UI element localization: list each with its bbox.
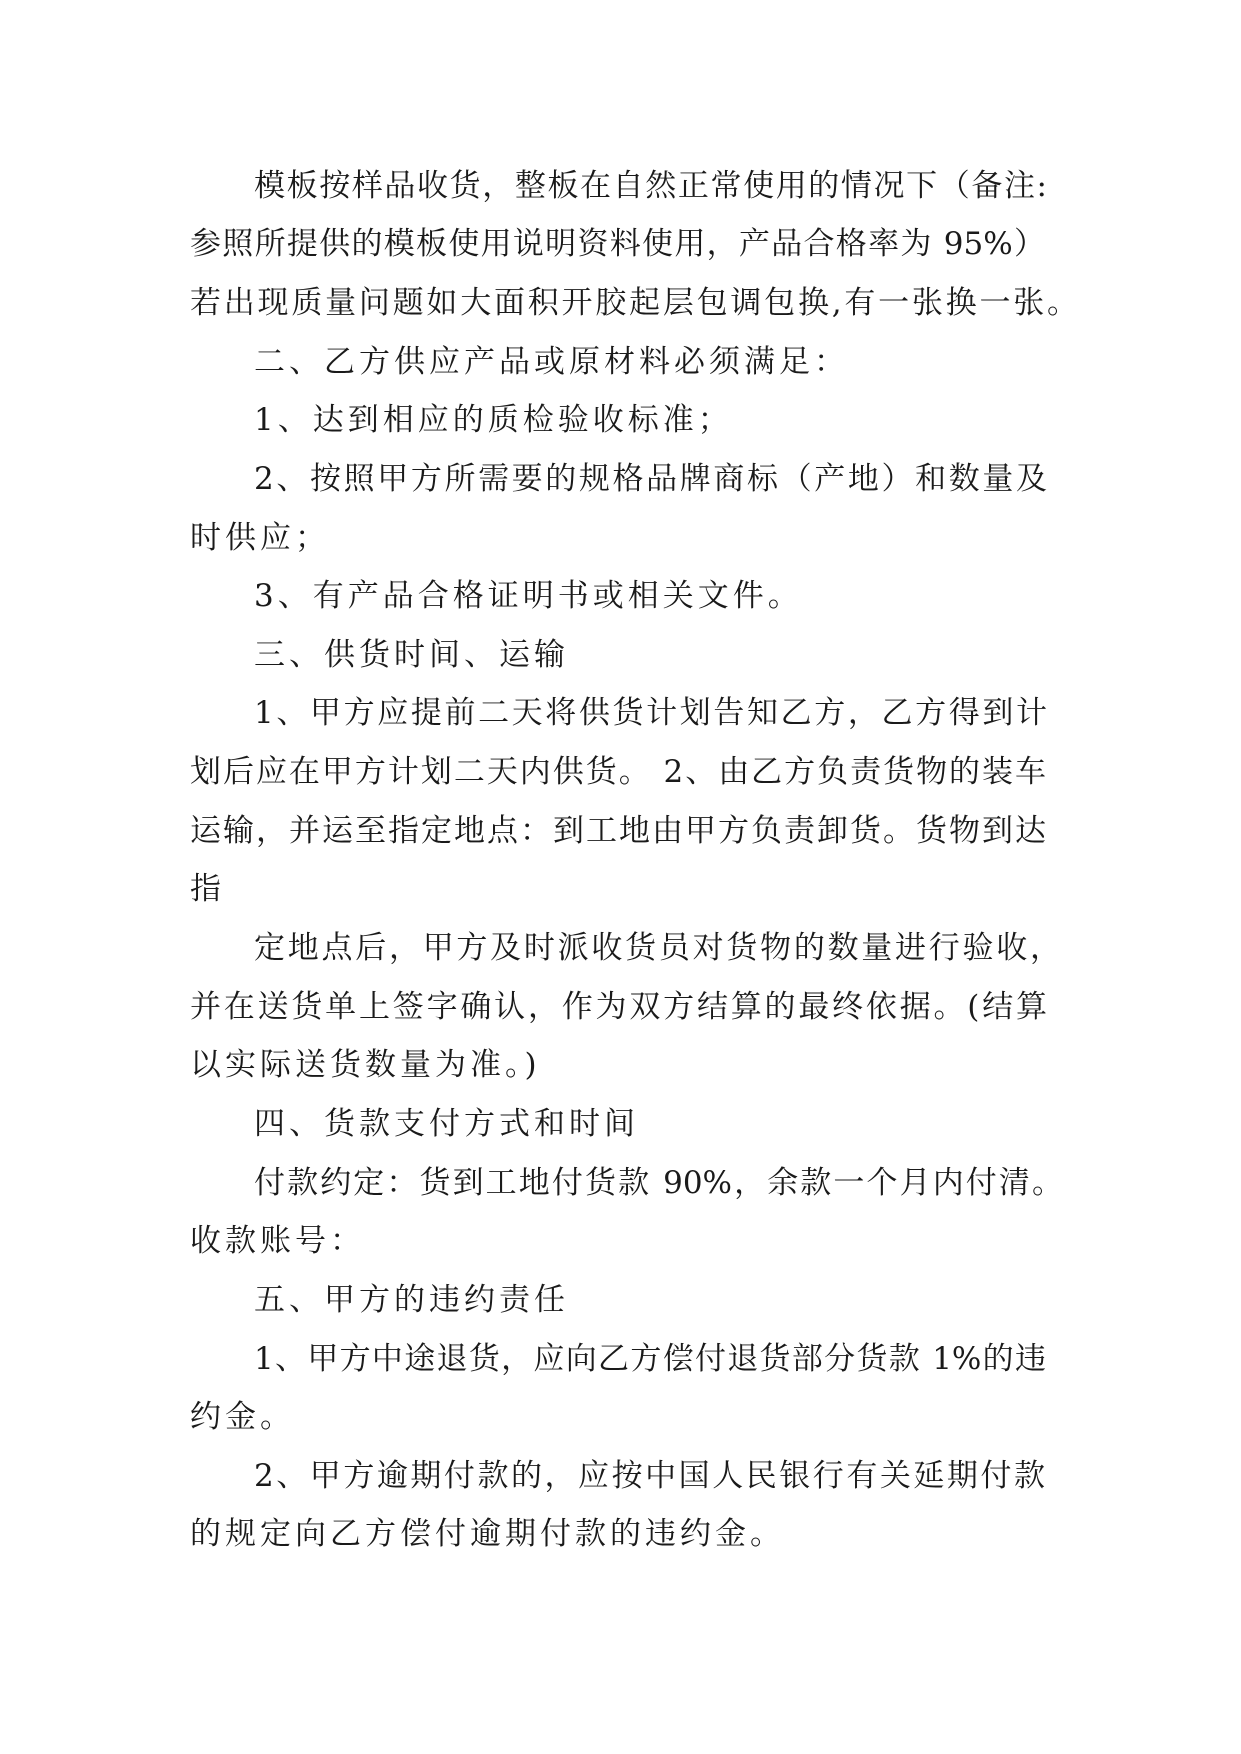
paragraph-line: 以实际送货数量为准。): [190, 1047, 541, 1083]
section-heading: 四、货款支付方式和时间: [254, 1106, 639, 1142]
paragraph-line: 1、甲方应提前二天将供货计划告知乙方，乙方得到计: [254, 695, 1047, 731]
paragraph-line: 付款约定：货到工地付货款 90%，余款一个月内付清。: [254, 1165, 1063, 1201]
paragraph-line: 1、达到相应的质检验收标准；: [254, 402, 733, 438]
paragraph-line: 若出现质量问题如大面积开胶起层包调包换,有一张换一张。: [190, 285, 1078, 321]
paragraph-line: 时供应；: [190, 520, 330, 556]
paragraph-line: 约金。: [190, 1399, 295, 1435]
paragraph-line: 划后应在甲方计划二天内供货。 2、由乙方负责货物的装车: [190, 754, 1046, 790]
paragraph-line: 2、按照甲方所需要的规格品牌商标（产地）和数量及: [254, 461, 1047, 497]
paragraph-line: 1、甲方中途退货，应向乙方偿付退货部分货款 1%的违: [254, 1341, 1046, 1377]
paragraph-line: 参照所提供的模板使用说明资料使用，产品合格率为 95%）: [190, 226, 1045, 262]
paragraph-line: 3、有产品合格证明书或相关文件。: [254, 578, 803, 614]
paragraph-line: 的规定向乙方偿付逾期付款的违约金。: [190, 1516, 785, 1552]
paragraph-line: 运输，并运至指定地点：到工地由甲方负责卸货。货物到达: [190, 813, 1046, 849]
section-heading: 三、供货时间、运输: [254, 637, 569, 673]
paragraph-line: 指: [190, 871, 225, 907]
section-heading: 五、甲方的违约责任: [254, 1282, 569, 1318]
paragraph-line: 2、甲方逾期付款的，应按中国人民银行有关延期付款: [254, 1458, 1045, 1494]
paragraph-line: 定地点后，甲方及时派收货员对货物的数量进行验收，: [254, 930, 1061, 966]
paragraph-line: 模板按样品收货，整板在自然正常使用的情况下（备注:: [254, 168, 1047, 204]
paragraph-line: 并在送货单上签字确认，作为双方结算的最终依据。(结算: [190, 989, 1047, 1025]
section-heading: 二、乙方供应产品或原材料必须满足：: [254, 344, 849, 380]
paragraph-line: 收款账号：: [190, 1223, 365, 1259]
